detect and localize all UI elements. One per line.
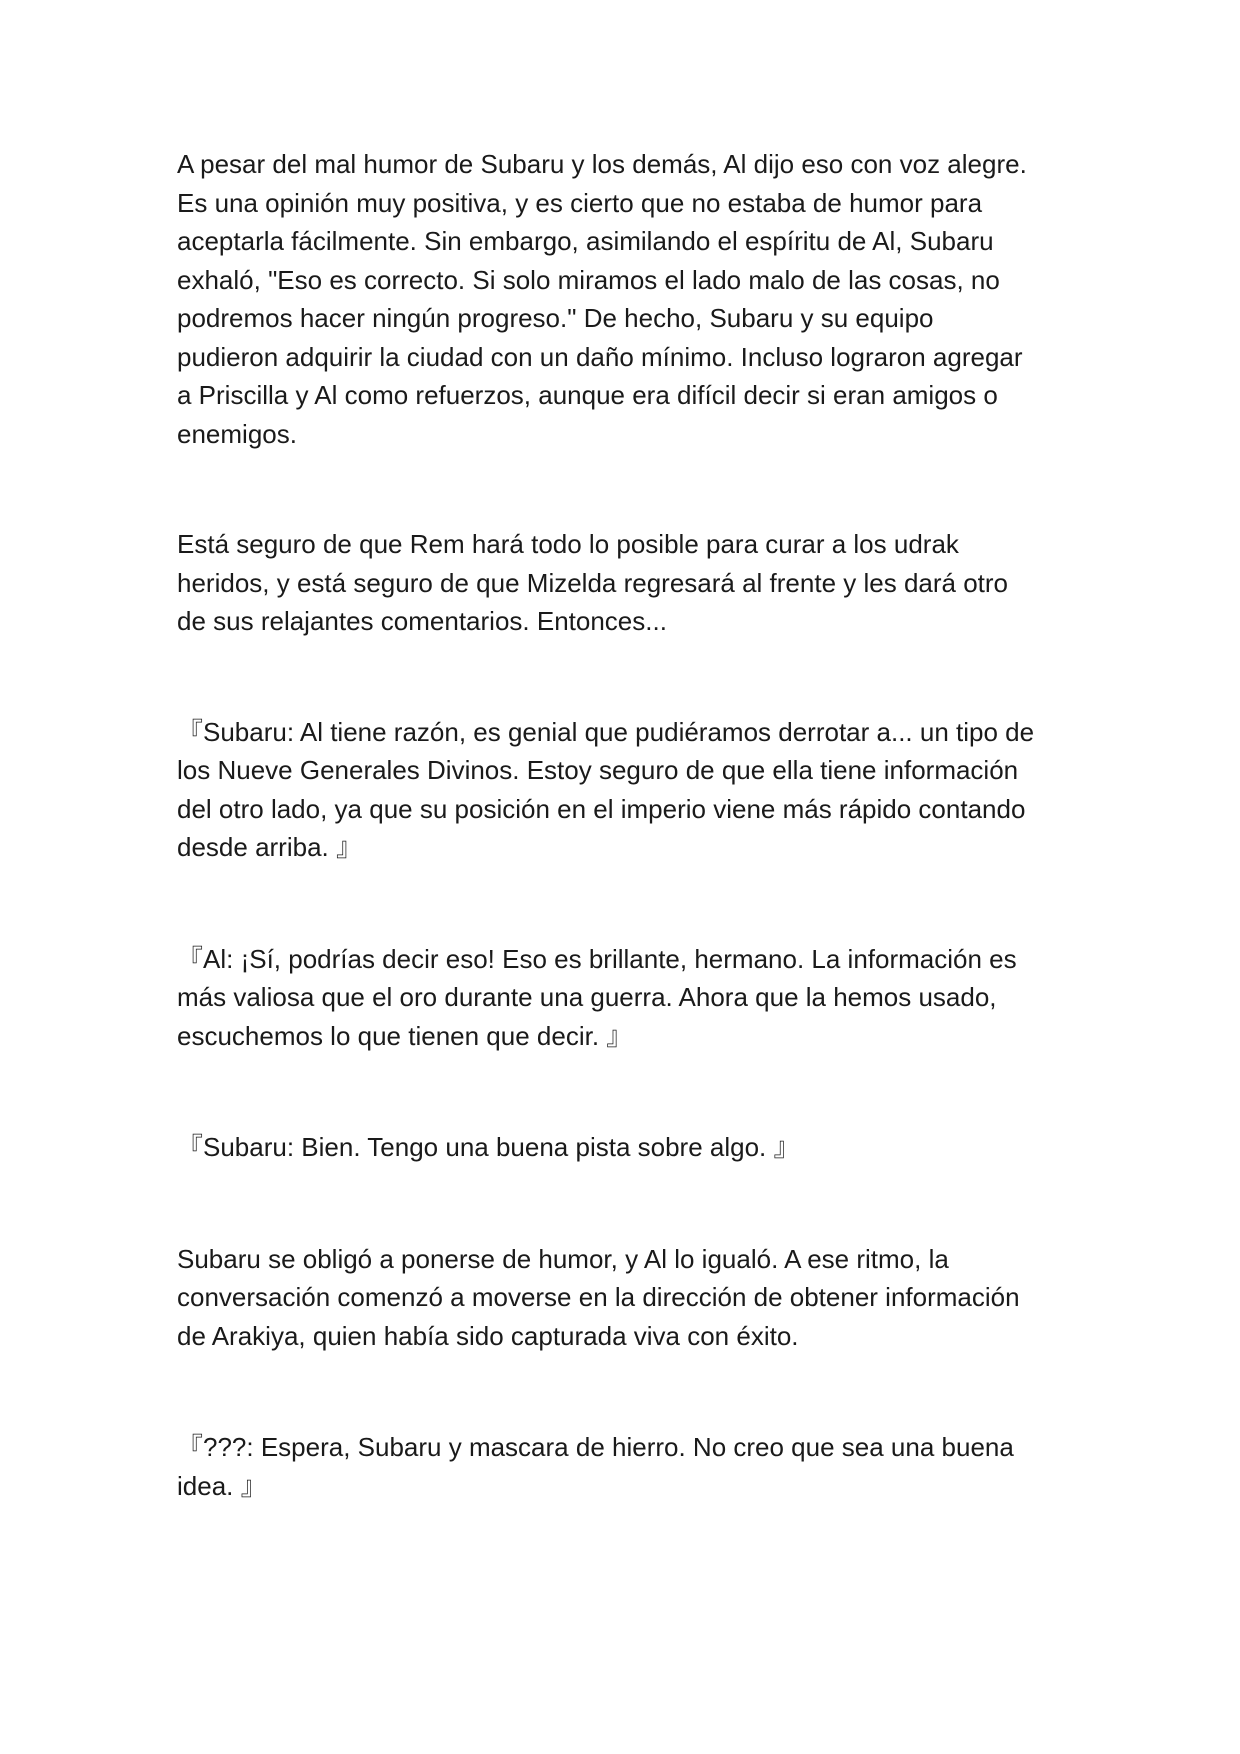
paragraph-narration	[177, 1240, 1077, 1356]
text-line: 『Subaru: Bien. Tengo una buena pista sobre algo. 』	[177, 1132, 800, 1162]
text-line: a Priscilla y Al como refuerzos, aunque era difícil decir si eran amigos o	[177, 380, 998, 410]
text-line: idea. 』	[177, 1470, 267, 1501]
text-line: heridos, y está seguro de que Mizelda regresará al frente y les dará otro	[177, 567, 1009, 598]
paragraph-1	[177, 145, 1077, 453]
paragraph-gap	[177, 1167, 1077, 1240]
text-line: de Arakiya, quien había sido capturada viva con éxito.	[177, 1320, 799, 1351]
dialogue-subaru-1	[177, 713, 1077, 867]
text-line: Subaru se obligó a ponerse de humor, y Al lo igualó. A ese ritmo, la	[177, 1243, 949, 1274]
paragraph-gap	[177, 1355, 1077, 1428]
text-line: del otro lado, ya que su posición en el imperio viene más rápido contando	[177, 793, 1026, 824]
dialogue-subaru-2	[177, 1128, 1077, 1167]
text-line: desde arriba. 』	[177, 832, 362, 862]
paragraph-2	[177, 525, 1077, 641]
text-line: podremos hacer ningún progreso." De hecho, Subaru y su equipo	[177, 303, 934, 333]
text-line: conversación comenzó a moverse en la dirección de obtener información	[177, 1282, 1020, 1312]
dialogue-al	[177, 940, 1077, 1056]
text-line: pudieron adquirir la ciudad con un daño mínimo. Incluso lograron agregar	[177, 341, 1023, 372]
document-page	[177, 145, 1077, 1505]
text-line: escuchemos lo que tienen que decir. 』	[177, 1020, 633, 1051]
text-line: 『Subaru: Al tiene razón, es genial que pudiéramos derrotar a... un tipo de	[177, 716, 1035, 747]
text-line: aceptarla fácilmente. Sin embargo, asimilando el espíritu de Al, Subaru	[177, 226, 994, 256]
text-line: enemigos.	[177, 418, 297, 449]
text-line: los Nueve Generales Divinos. Estoy seguro de que ella tiene información	[177, 755, 1019, 785]
text-line: más valiosa que el oro durante una guerra. Ahora que la hemos usado,	[177, 982, 997, 1012]
paragraph-gap	[177, 1055, 1077, 1128]
paragraph-gap	[177, 453, 1077, 525]
text-line: 『???: Espera, Subaru y mascara de hierro. No creo que sea una buena	[177, 1432, 1014, 1462]
text-line: Es una opinión muy positiva, y es cierto que no estaba de humor para	[177, 187, 983, 218]
dialogue-unknown	[177, 1428, 1077, 1505]
text-line: exhaló, "Eso es correcto. Si solo miramos el lado malo de las cosas, no	[177, 264, 1000, 295]
paragraph-gap	[177, 867, 1077, 940]
text-line: A pesar del mal humor de Subaru y los demás, Al dijo eso con voz alegre.	[177, 149, 1027, 179]
text-line: Está seguro de que Rem hará todo lo posible para curar a los udrak	[177, 529, 959, 559]
paragraph-gap	[177, 641, 1077, 713]
text-line: de sus relajantes comentarios. Entonces...	[177, 606, 667, 636]
text-line: 『Al: ¡Sí, podrías decir eso! Eso es brillante, hermano. La información es	[177, 943, 1017, 974]
